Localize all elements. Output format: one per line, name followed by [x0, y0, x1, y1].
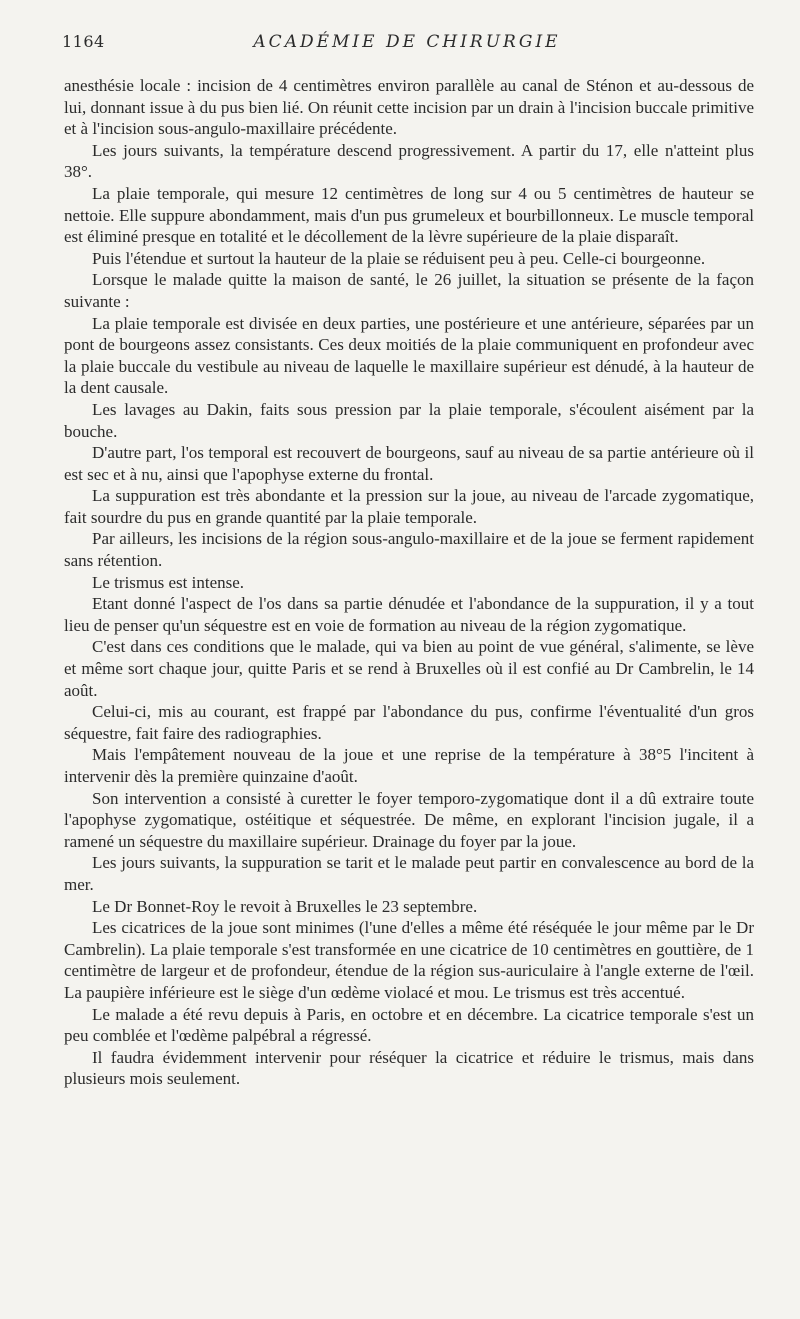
paragraph: Les lavages au Dakin, faits sous pression par la plaie temporale, s'écoulent aisément par la bouche. — [64, 399, 754, 441]
paragraph: Puis l'étendue et surtout la hauteur de la plaie se réduisent peu à peu. Celle-ci bourgeonne. — [92, 248, 706, 268]
paragraph: La plaie temporale est divisée en deux parties, une postérieure et une antérieure, séparées par un pont de bourgeons assez consistants. Ces deux moitiés de la plaie communiquent en profondeur avec la plaie buccale du vestibule au niveau de laquelle le maxillaire supérieur est dénudé, à la hauteur de la dent causale. — [64, 313, 754, 398]
paragraph: D'autre part, l'os temporal est recouvert de bourgeons, sauf au niveau de sa partie antérieure où il est sec et à nu, ainsi que l'apophyse externe du frontal. — [64, 443, 754, 484]
paragraph: Mais l'empâtement nouveau de la joue et une reprise de la température à 38°5 l'incitent à intervenir dès la première quinzaine d'août. — [64, 745, 754, 786]
paragraph: anesthésie locale : incision de 4 centimètres environ parallèle au canal de Sténon et au-dessous de lui, donnant issue à du pus bien lié. On réunit cette incision par un drain à l'incision buccale primitive et à l'incision sous-angulo-maxillaire précédente. — [64, 76, 754, 139]
paragraph: Son intervention a consisté à curetter le foyer temporo-zygomatique dont il a dû extraire toute l'apophyse zygomatique, ostéitique et séquestrée. De même, en explorant l'incision jugale, il a ramené un séquestre du maxillaire supérieur. Drainage du foyer par la joue. — [64, 788, 754, 851]
paragraph: La plaie temporale, qui mesure 12 centimètres de long sur 4 ou 5 centimètres de hauteur se nettoie. Elle suppure abondamment, mais d'un pus grumeleux et bourbillonneux. Le muscle temporal est éliminé presque en totalité et le décollement de la lèvre supérieure de la plaie disparaît. — [64, 183, 754, 247]
paragraph: Le Dr Bonnet-Roy le revoit à Bruxelles le 23 septembre. — [92, 896, 478, 916]
paragraph: Lorsque le malade quitte la maison de santé, le 26 juillet, la situation se présente de la façon suivante : — [64, 270, 754, 311]
running-header — [62, 32, 752, 54]
paragraph: Les jours suivants, la suppuration se tarit et le malade peut partir en convalescence au bord de la mer. — [64, 853, 754, 894]
paragraph: C'est dans ces conditions que le malade, qui va bien au point de vue général, s'alimente, se lève et même sort chaque jour, quitte Paris et se rend à Bruxelles où il est confié au Dr Cambrelin, le 14 août. — [64, 637, 754, 700]
paragraph: Il faudra évidemment intervenir pour réséquer la cicatrice et réduire le trismus, mais dans plusieurs mois seulement. — [64, 1047, 754, 1089]
paragraph: Par ailleurs, les incisions de la région sous-angulo-maxillaire et de la joue se ferment rapidement sans rétention. — [64, 529, 754, 571]
paragraph: Le malade a été revu depuis à Paris, en octobre et en décembre. La cicatrice temporale s'est un peu comblée et l'œdème palpébral a régressé. — [64, 1004, 754, 1046]
paragraph: Les cicatrices de la joue sont minimes (l'une d'elles a même été réséquée le jour même par le Dr Cambrelin). La plaie temporale s'est transformée en une cicatrice de 10 centimètres en gouttière, de 1 centimètre de largeur et de profondeur, étendue de la région sus-auriculaire à l'angle externe de l'œil. La paupière inférieure est le siège d'un œdème violacé et mou. Le trismus est très accentué. — [64, 918, 754, 1002]
paragraph: Etant donné l'aspect de l'os dans sa partie dénudée et l'abondance de la suppuration, il y a tout lieu de penser qu'un séquestre est en voie de formation au niveau de la région zygomatique. — [64, 594, 754, 635]
paragraph: La suppuration est très abondante et la pression sur la joue, au niveau de l'arcade zygomatique, fait sourdre du pus en grande quantité par la plaie temporale. — [64, 486, 754, 527]
paragraph: Celui-ci, mis au courant, est frappé par l'abondance du pus, confirme l'éventualité d'un gros séquestre, fait faire des radiographies. — [64, 702, 754, 743]
paragraph: Le trismus est intense. — [92, 572, 245, 592]
page-number: 1164 — [62, 32, 105, 51]
journal-title: ACADÉMIE DE CHIRURGIE — [253, 32, 561, 52]
paragraph: Les jours suivants, la température descend progressivement. A partir du 17, elle n'atteint plus 38°. — [64, 140, 754, 182]
article-body — [64, 75, 754, 1090]
